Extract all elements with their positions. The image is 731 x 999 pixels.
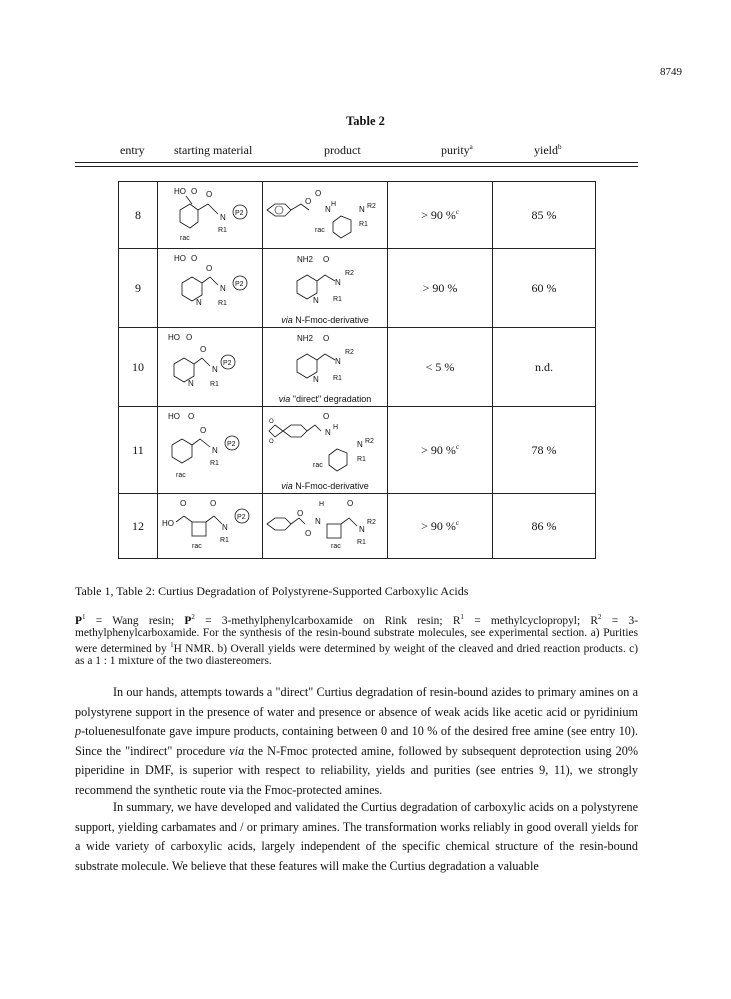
svg-text:rac: rac xyxy=(315,227,325,234)
structure-benzodioxole-carbamate-icon xyxy=(263,409,387,477)
svg-text:O: O xyxy=(210,499,217,508)
svg-text:O: O xyxy=(323,412,330,421)
table-row xyxy=(119,182,596,249)
svg-text:N: N xyxy=(325,428,331,437)
structure-acid-pyridine-icon xyxy=(158,249,262,323)
svg-text:P2: P2 xyxy=(237,514,246,521)
table-caption: Table 1, Table 2: Curtius Degradation of Polystyrene-Supported Carboxylic Acids xyxy=(75,584,469,598)
svg-text:N: N xyxy=(220,284,226,293)
svg-text:O: O xyxy=(269,439,274,445)
svg-text:HO: HO xyxy=(174,254,186,263)
svg-text:O: O xyxy=(206,190,213,199)
svg-text:O: O xyxy=(206,264,213,273)
svg-text:R1: R1 xyxy=(333,375,342,382)
svg-text:N: N xyxy=(212,365,218,374)
svg-text:rac: rac xyxy=(313,462,323,469)
svg-text:O: O xyxy=(191,187,198,196)
product-cell xyxy=(263,407,388,494)
svg-text:R1: R1 xyxy=(357,539,366,546)
svg-text:N: N xyxy=(220,213,226,222)
svg-text:P2: P2 xyxy=(235,210,244,217)
purity-cell: > 90 %$^c$ xyxy=(388,407,493,494)
product-cell xyxy=(263,182,388,249)
table-footnotes: $P^1$ = Wang resin; $P^2$ = 3-methylphenylcarboxamide on Rink resin; $R^1$ = methylcyclopropyl; $R^2$ = 3-methylphenylcarboxamide. For the synthesis of the resin-bound substrate molecules, see experimental section. a) Purities were determined by $^1$H NMR. b) Overall yields were determined by weight of the cleaved and dried reaction products. c) as a 1 : 1 mixture of the two diastereomers. xyxy=(75,613,638,667)
svg-text:HO: HO xyxy=(168,412,180,421)
structure-amine-pyridine-icon xyxy=(263,330,387,390)
structure-acid-cyclobutane-icon xyxy=(158,494,262,554)
svg-text:O: O xyxy=(200,345,207,354)
product-note: via N-Fmoc-derivative xyxy=(281,481,369,491)
svg-text:HO: HO xyxy=(168,333,180,342)
svg-text:N: N xyxy=(313,296,319,305)
col-header-purity: purity$^a$ xyxy=(441,143,473,157)
svg-text:N: N xyxy=(212,446,218,455)
entry-cell: 8 xyxy=(119,182,158,249)
page-number: 8749 xyxy=(660,66,682,78)
col-header-starting-material: starting material xyxy=(174,143,253,157)
table-row xyxy=(119,407,596,494)
svg-text:O: O xyxy=(315,189,322,198)
table-row xyxy=(119,249,596,328)
svg-text:N: N xyxy=(357,440,363,449)
svg-text:H: H xyxy=(331,201,337,208)
structure-cyclobutane-carbamate-icon xyxy=(263,494,387,554)
svg-text:R1: R1 xyxy=(210,460,219,467)
svg-text:O: O xyxy=(191,254,198,263)
structure-carbamate-product-icon xyxy=(263,182,387,244)
table-row xyxy=(119,494,596,559)
svg-text:HO: HO xyxy=(162,519,174,528)
col-header-product: product xyxy=(324,143,361,157)
yield-cell: 86 % xyxy=(493,494,596,559)
svg-text:O: O xyxy=(188,412,195,421)
product-cell xyxy=(263,328,388,407)
starting-material-cell xyxy=(158,407,263,494)
starting-material-cell xyxy=(158,494,263,559)
svg-text:N: N xyxy=(222,523,228,532)
starting-material-cell xyxy=(158,328,263,407)
svg-text:O: O xyxy=(305,529,312,538)
svg-text:R1: R1 xyxy=(218,227,227,234)
svg-text:rac: rac xyxy=(180,235,190,242)
svg-text:O: O xyxy=(200,426,207,435)
entry-cell: 10 xyxy=(119,328,158,407)
svg-text:O: O xyxy=(323,334,330,343)
svg-text:rac: rac xyxy=(331,543,341,550)
svg-text:NH2: NH2 xyxy=(297,255,314,264)
col-header-entry: entry xyxy=(120,143,145,157)
svg-text:P2: P2 xyxy=(235,281,244,288)
svg-text:R1: R1 xyxy=(359,221,368,228)
svg-text:HO: HO xyxy=(174,187,186,196)
yield-cell: 78 % xyxy=(493,407,596,494)
svg-text:O: O xyxy=(305,197,312,206)
svg-text:N: N xyxy=(325,205,331,214)
svg-text:H: H xyxy=(333,424,339,431)
svg-text:R2: R2 xyxy=(365,438,374,445)
svg-text:N: N xyxy=(359,205,365,214)
svg-text:P2: P2 xyxy=(223,360,232,367)
purity-cell: > 90 %$^c$ xyxy=(388,494,493,559)
svg-text:R1: R1 xyxy=(218,300,227,307)
svg-text:O: O xyxy=(180,499,187,508)
product-cell xyxy=(263,249,388,328)
svg-text:O: O xyxy=(323,255,330,264)
svg-text:P2: P2 xyxy=(227,441,236,448)
svg-text:R1: R1 xyxy=(220,537,229,544)
entry-cell: 12 xyxy=(119,494,158,559)
svg-text:R2: R2 xyxy=(367,519,376,526)
structure-amine-pyridine-icon xyxy=(263,251,387,311)
body-paragraph: In our hands, attempts towards a "direct" Curtius degradation of resin-bound azides to primary amines on a polystyrene support in the presence of water and presence or absence of weak acids like acetic acid or pyridinium p-toluenesulfonate gave impure products, containing between 0 and 10 % of the desired free amine (see entry 10). Since the "indirect" procedure via the N-Fmoc protected amine, followed by subsequent deprotection using 20% piperidine in DMF, is superior with respect to reliability, yields and purities (see entries 9, 11), we strongly recommend the synthetic route via the Fmoc-protected amines. xyxy=(75,685,639,797)
starting-material-cell xyxy=(158,249,263,328)
svg-text:N: N xyxy=(359,525,365,534)
svg-text:N: N xyxy=(335,357,341,366)
yield-cell: 60 % xyxy=(493,249,596,328)
svg-text:N: N xyxy=(315,517,321,526)
entry-cell: 11 xyxy=(119,407,158,494)
yield-cell: 85 % xyxy=(493,182,596,249)
svg-text:O: O xyxy=(347,499,354,508)
svg-text:R2: R2 xyxy=(345,270,354,277)
header-rule-bottom xyxy=(75,166,638,167)
svg-text:O: O xyxy=(269,419,274,425)
structure-acid-cyclohexane-icon xyxy=(158,182,262,244)
results-table xyxy=(118,181,596,559)
header-rule-top xyxy=(75,162,638,163)
svg-text:R2: R2 xyxy=(367,203,376,210)
svg-text:N: N xyxy=(335,278,341,287)
svg-text:R1: R1 xyxy=(333,296,342,303)
svg-text:rac: rac xyxy=(176,472,186,479)
svg-text:H: H xyxy=(319,501,325,508)
body-paragraph: In summary, we have developed and validated the Curtius degradation of carboxylic acids on a polystyrene support, yielding carbamates and / or primary amines. The transformation works reliably in good overall yields for a wide variety of carboxylic acids, largely independent of the specific chemical structure of the resin-bound substrate molecule. We believe that these features will make the Curtius degradation a valuable xyxy=(75,800,638,873)
col-header-yield: yield$^b$ xyxy=(534,143,562,157)
svg-text:NH2: NH2 xyxy=(297,334,314,343)
svg-text:O: O xyxy=(186,333,193,342)
starting-material-cell xyxy=(158,182,263,249)
svg-text:N: N xyxy=(188,379,194,388)
svg-text:R1: R1 xyxy=(210,381,219,388)
structure-acid-pyridine-icon xyxy=(158,328,262,402)
purity-cell: < 5 % xyxy=(388,328,493,407)
purity-cell: > 90 % xyxy=(388,249,493,328)
table-title: Table 2 xyxy=(346,114,385,128)
svg-text:R1: R1 xyxy=(357,456,366,463)
product-note: via N-Fmoc-derivative xyxy=(281,315,369,325)
entry-cell: 9 xyxy=(119,249,158,328)
product-cell xyxy=(263,494,388,559)
svg-text:rac: rac xyxy=(192,543,202,550)
table-row xyxy=(119,328,596,407)
product-note: via "direct" degradation xyxy=(278,394,372,404)
svg-text:N: N xyxy=(313,375,319,384)
yield-cell: n.d. xyxy=(493,328,596,407)
svg-text:R2: R2 xyxy=(345,349,354,356)
svg-text:N: N xyxy=(196,298,202,307)
purity-cell: > 90 %$^c$ xyxy=(388,182,493,249)
structure-acid-cyclohexane-icon xyxy=(158,407,262,489)
svg-text:O: O xyxy=(297,509,304,518)
